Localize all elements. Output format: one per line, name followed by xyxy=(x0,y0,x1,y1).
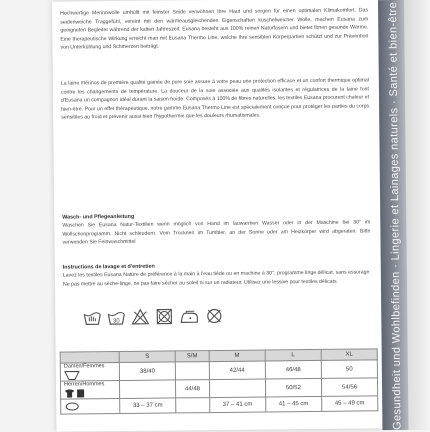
size-header-xl: XL xyxy=(321,349,377,361)
hand-wash-icon xyxy=(83,309,101,325)
background-shadow xyxy=(404,0,430,430)
no-dry-clean-icon xyxy=(205,308,223,324)
size-header-sm: S/M xyxy=(175,351,209,362)
table-cell: 37 – 41 cm xyxy=(209,397,265,413)
size-header-l: L xyxy=(265,349,321,361)
wash-30-icon xyxy=(107,309,125,325)
package-back-panel xyxy=(52,0,382,432)
package-side-strip xyxy=(378,0,409,430)
body-icon xyxy=(64,401,80,411)
row-label-men xyxy=(60,381,119,400)
size-table xyxy=(60,348,379,414)
iron-low-icon xyxy=(179,308,199,324)
no-bleach-icon xyxy=(131,309,149,325)
row-label-text: Herren/Hommes xyxy=(63,381,105,388)
table-cell: 54/56 xyxy=(321,378,377,397)
wash-heading: Wasch- und Pflegeanleitung xyxy=(62,213,135,221)
women-briefs-icon xyxy=(64,370,80,380)
description-de: Hochwertige Merinowolle umhüllt mit feinster Seide verwöhnen Ihre Haut und sorgen für einen optimalen Klimakomfort. Das seidenweiche Traggefühl, vereint mit den wärmeausgleichenden Eigenschaften kuschelweicher Wolle, machen Eusana zum geeigneten Begleiter während der kalten Jahreszeit. Eusana besteht aus 100% reinen Naturfasern und bietet Ihnen gesunde Wärme. Eine therapeutische Wirkung erreicht man mit Eusana Thermo Line, welche Ihre sensiblen Körperpartien schützt und zur Prävention von Unterkühlung und Schmerzen beiträgt. xyxy=(60,7,369,51)
table-cell xyxy=(209,379,265,398)
row-label-women xyxy=(60,363,119,382)
table-cell: 44/48 xyxy=(176,380,210,398)
side-tagline: Gesundheit und Wohlbefinden · Lingerie et Lainages naturels · Santé et bien-être xyxy=(387,1,404,431)
wash-temp-label: 30 xyxy=(112,318,120,325)
wash-text: Waschen Sie Eusana Natur-Textilien wenn möglich von Hand im lauwarmen Wasser oder in der Maschine bei 30° im Wollschonprogramm. Nicht schleudern. Vom Trocknen im Tumbler, an der Sonne oder am Heizkörper wird abgeraten. Bitte verwenden Sie Feinwaschmittel xyxy=(62,219,371,246)
table-cell xyxy=(119,380,175,399)
table-cell: 50/52 xyxy=(265,378,321,397)
instructions-heading: Instructions de lavage et d'entretien xyxy=(62,263,155,271)
instructions-text: Lavez les textiles Eusana Nature de préférence à la main à l'eau tiède ou en machine à 30°, programme linge délicat, sans essorage. Ne pas mettre au sèche-linge, ne pas faire sécher au soleil ni sur un radiateur. Utilisez une lessive pour textiles délicats. xyxy=(62,269,371,288)
men-shirt-icon xyxy=(64,388,86,398)
table-cell: 46/48 xyxy=(265,360,321,379)
no-tumble-dry-icon xyxy=(155,308,173,324)
table-cell: 41 – 45 cm xyxy=(265,396,321,412)
care-symbols xyxy=(83,308,263,330)
description-fr: La laine mérinos de première qualité gainée de pure soie assure à votre peau une protection efficace et un confort thermique optimal contre les changements de température. La douceur de la soie associée aux qualités isolantes et régulatrices de la laine font d'Eusana un compagnon idéal durant la saison froide. Composés à 100% de fibres naturelles, les textiles Eusana procurent chaleur et bien-être. Pour un effet thérapeutique, notre gamme Eusana Thermo Line est spécialement conçue pour protéger les parties du corps sensibles au froid et prévenir aussi bien l'hypothermie que les douleurs rhumatismales. xyxy=(60,77,370,121)
table-cell: 38/40 xyxy=(119,362,175,381)
table-cell: 33 – 37 cm xyxy=(120,398,176,414)
size-header-blank xyxy=(60,352,119,364)
row-label-text: Damen/Femmes xyxy=(63,363,105,370)
table-cell xyxy=(176,398,210,413)
table-row xyxy=(61,396,378,414)
size-header-m: M xyxy=(209,350,265,362)
row-label-measure xyxy=(61,399,120,415)
table-cell: 50 xyxy=(321,360,377,379)
table-cell: 45 – 49 cm xyxy=(322,396,378,412)
table-cell: 42/44 xyxy=(209,361,265,380)
size-header-s: S xyxy=(119,351,175,363)
table-cell xyxy=(175,362,209,380)
